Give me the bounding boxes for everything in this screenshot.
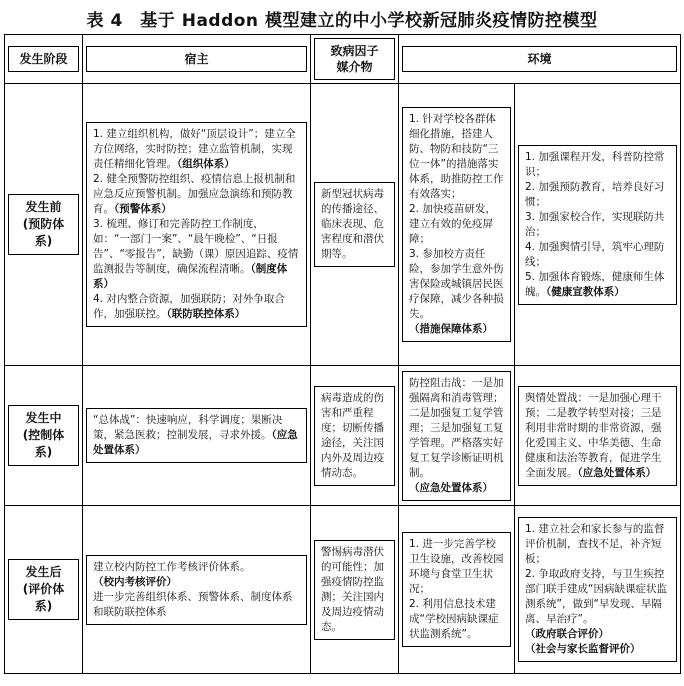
stage-sublabel: (预防体系) — [22, 217, 65, 248]
system-tag: （措施保障体系） — [409, 323, 493, 335]
stage-cell — [8, 194, 79, 255]
list-item — [525, 567, 670, 642]
list-item — [525, 642, 670, 657]
stage-label: 发生中 — [25, 411, 62, 425]
system-tag: （社会与家长监督评价） — [525, 643, 641, 655]
system-tag: （预警体系） — [114, 203, 172, 215]
agent-cell — [314, 540, 395, 640]
item-text: 建立校内防控工作考核评价体系。 — [93, 560, 251, 573]
stage-sublabel: (评价体系) — [22, 582, 65, 613]
list-item — [93, 172, 300, 217]
item-text: 5. 加强体育锻炼，健康师生体魄。 — [525, 270, 665, 298]
item-text: 2. 健全预警防控组织、疫情信息上报机制和应急反应预警机制。加强应急演练和预防教育。 — [93, 173, 296, 215]
env-left-cell — [402, 371, 511, 501]
list-item — [409, 112, 504, 202]
host-cell — [86, 122, 307, 327]
item-text: 1. 建立社会和家长参与的监督评价机制，查找不足，补齐短板； — [525, 523, 665, 565]
item-text: 舆情处置战：一是加强心理干预；二是教学转型对接；三是利用非常时期的非常资源，强化爱国主义、中华美德、生命健康和法治等教育，促进学生全面发展。 — [525, 391, 662, 479]
table-row — [5, 506, 681, 674]
list-item — [409, 202, 504, 247]
item-text: 3. 参加校方责任险，参加学生意外伤害保险或城镇居民医疗保障，减少各种损失。 — [409, 248, 504, 320]
list-item — [93, 575, 300, 590]
list-item — [93, 292, 300, 322]
list-item — [525, 180, 670, 210]
header-env: 环境 — [402, 46, 677, 72]
list-item — [93, 590, 300, 620]
list-item — [409, 597, 504, 642]
stage-label: 发生后 — [25, 565, 62, 579]
env-left-cell — [402, 107, 511, 342]
list-item — [93, 560, 300, 575]
stage-cell — [8, 405, 79, 466]
system-tag: （组织体系） — [177, 158, 235, 170]
env-right-cell — [518, 145, 677, 305]
list-item — [525, 522, 670, 567]
item-text: 进一步完善组织体系、预警体系、制度体系和联防联控体系 — [93, 590, 293, 618]
item-text: 4. 加强舆情引导，筑牢心理防线； — [525, 240, 665, 268]
list-item — [93, 217, 300, 292]
list-item — [525, 240, 670, 270]
host-cell — [86, 555, 307, 625]
table-title: 表 4 基于 Haddon 模型建立的中小学校新冠肺炎疫情防控模型 — [86, 11, 598, 31]
header-agent-text: 致病因子媒介物 — [330, 44, 379, 74]
agent-text: 病毒造成的伤害和严重程度；切断传播途径，关注国内外及周边疫情动态。 — [321, 391, 384, 479]
agent-cell — [314, 182, 395, 267]
system-tag: （制度体系） — [93, 263, 288, 290]
header-host: 宿主 — [86, 46, 307, 72]
stage-sublabel: (控制体系) — [22, 428, 65, 459]
item-text: 防控阻击战：一是加强隔离和消毒管理；二是加强复工复学管理；三是加强复工复学管理。严格落实好复工复学诊断证明机制。 — [409, 376, 504, 479]
table-row — [5, 366, 681, 506]
item-text: 2. 利用信息技术建成“学校因病缺课症状监测系统”。 — [409, 598, 499, 640]
item-text: 4. 对内整合资源，加强联防；对外争取合作，加强联控。 — [93, 293, 285, 320]
item-text: 3. 加强家校合作，实现联防共治； — [525, 210, 665, 238]
env-right-cell — [518, 386, 677, 486]
list-item — [93, 127, 300, 172]
item-text: 3. 梳理、修订和完善防控工作制度，如：“一部门一案”、“晨午晚检”、“日报告”、“零报告”，缺勤（课）原因追踪、疫情监测报告等制度，确保流程清晰。 — [93, 218, 299, 275]
list-item — [525, 270, 670, 300]
item-text: 2. 加快疫苗研发，建立有效的免疫屏障； — [409, 203, 496, 245]
list-item — [525, 210, 670, 240]
system-tag: （应急处置体系） — [409, 481, 493, 494]
stage-label: 发生前 — [25, 200, 62, 214]
env-right-cell — [518, 517, 677, 662]
agent-cell — [314, 386, 395, 486]
header-row — [5, 35, 681, 84]
list-item — [409, 537, 504, 597]
stage-cell — [8, 559, 79, 620]
item-text: 2. 争取政府支持，与卫生疾控部门联手建成“因病缺课症状监测系统”，做到“早发现、早隔离、早治疗”。 — [525, 568, 667, 625]
system-tag: （应急处置体系） — [577, 466, 657, 479]
list-item — [409, 247, 504, 337]
item-text: 2. 加强预防教育，培养良好习惯； — [525, 180, 665, 208]
agent-text: 警惕病毒潜伏的可能性；加强疫情防控监测；关注国内及周边疫情动态。 — [321, 545, 384, 633]
system-tag: （校内考核评价） — [93, 575, 177, 588]
item-text: 1. 加强课程开发，科普防控常识； — [525, 150, 665, 178]
agent-text: 新型冠状病毒的传播途径、临床表现、危害程度和潜伏期等。 — [321, 188, 384, 260]
list-item — [409, 376, 504, 496]
table-row — [5, 84, 681, 366]
item-text: “总体战”：快速响应，科学调度；果断决策，紧急医救；控制发展，寻求外援。 — [93, 414, 283, 441]
system-tag: （健康宣教体系） — [546, 285, 625, 298]
env-left-cell — [402, 532, 511, 647]
list-item — [525, 391, 670, 481]
header-agent — [314, 38, 395, 80]
host-cell — [86, 408, 307, 463]
header-stage: 发生阶段 — [8, 46, 79, 72]
system-tag: （政府联合评价） — [525, 628, 609, 640]
system-tag: （应急处置体系） — [93, 429, 298, 456]
item-text: 1. 进一步完善学校卫生设施，改善校园环境与食堂卫生状况； — [409, 538, 504, 595]
model-table — [4, 34, 681, 674]
item-text: 1. 针对学校各群体细化措施，搭建人防、物防和技防“三位一体”的措施落实体系，助推防控工作有效落实； — [409, 113, 504, 200]
list-item — [525, 150, 670, 180]
system-tag: （联防联控体系） — [166, 308, 246, 320]
list-item — [93, 413, 300, 458]
item-text: 1. 建立组织机构，做好“顶层设计”；建立全方位网络，实时防控；建立监管机制，实现责任精细化管理。 — [93, 128, 296, 170]
